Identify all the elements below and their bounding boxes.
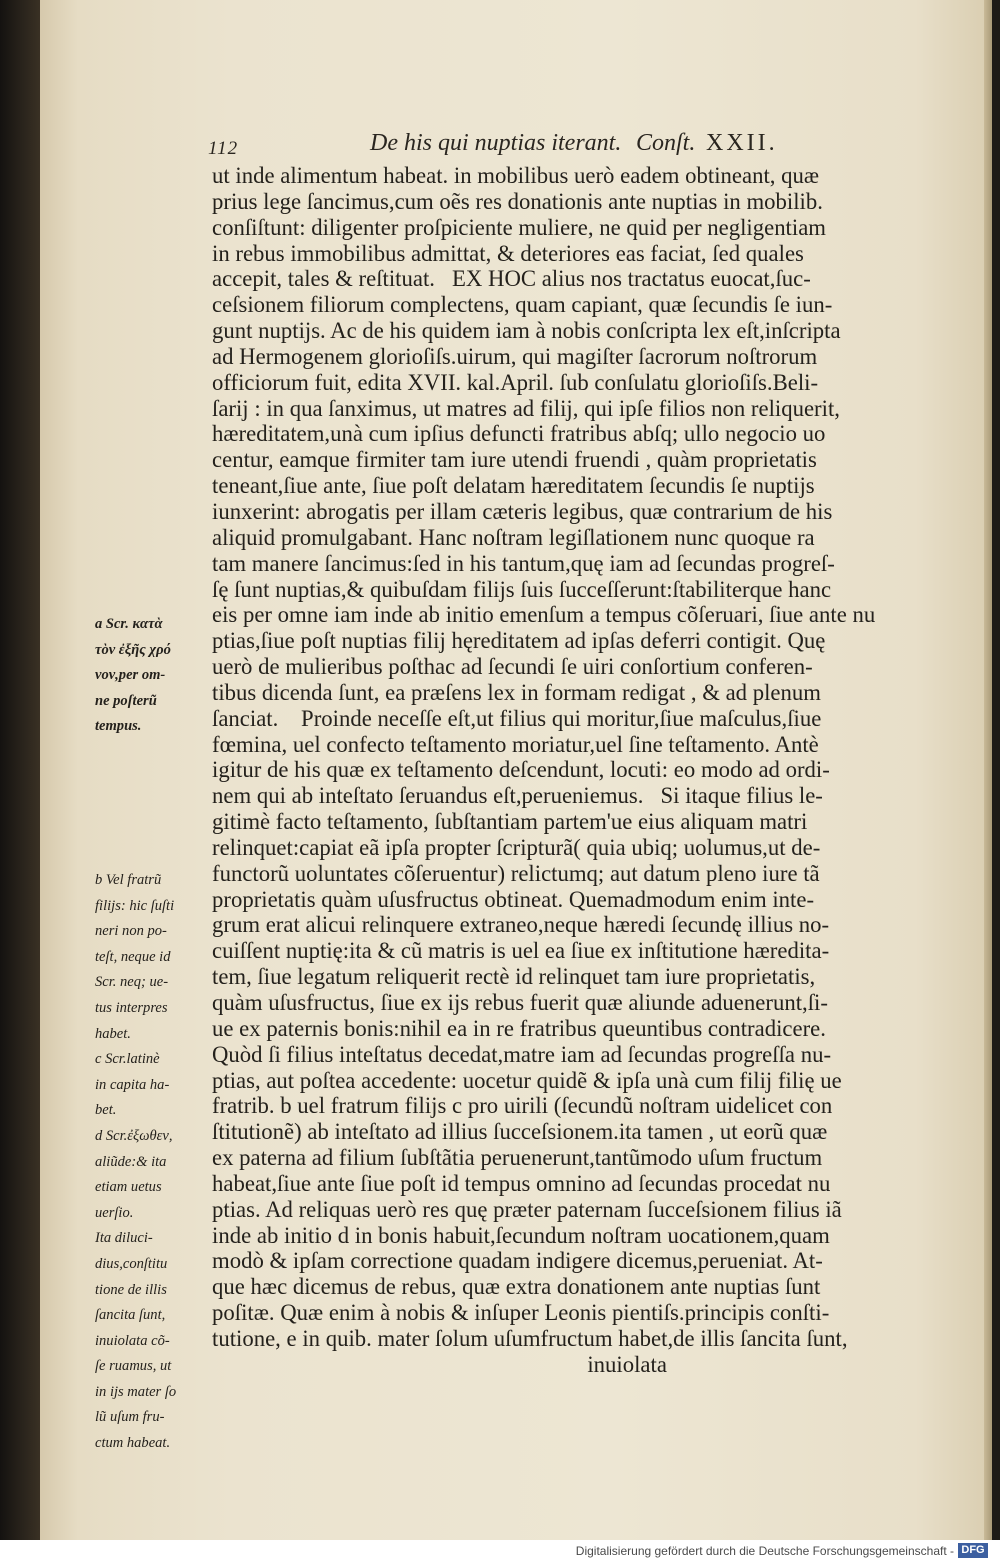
text-line: ue ex paternis bonis:nihil ea in re fratribus queuntibus contradicere. xyxy=(212,1015,826,1041)
marginal-note-line: b Vel fratrũ xyxy=(95,872,162,888)
marginal-note-line: τὸν ἐξῆς χρό xyxy=(95,641,171,658)
dfg-logo: DFG xyxy=(958,1543,988,1558)
marginal-note-line: c Scr.latinè xyxy=(95,1051,160,1068)
footer-credit: Digitalisierung gefördert durch die Deutsche Forschungsgemeinschaft - xyxy=(575,1544,954,1558)
book-spine xyxy=(0,0,42,1540)
text-line: ptias. Ad reliquas uerò res quę præter paternam ſucceſsionem filius iã xyxy=(212,1196,842,1222)
main-text-block xyxy=(212,163,960,1378)
text-line: centur, eamque firmiter tam iure utendi fruendi , quàm proprietatis xyxy=(212,447,817,473)
text-line: tutione, e in quib. mater ſolum uſumfructum habet,de illis ſancita ſunt, xyxy=(212,1325,848,1351)
marginal-note-line: filijs: hic ſuſti xyxy=(95,897,175,914)
text-line: inuiolata xyxy=(212,1351,667,1377)
text-line: fœmina, uel confecto teſtamento moriatur,uel ſine teſtamento. Antè xyxy=(212,731,819,757)
text-line: fratrib. b uel fratrum filijs c pro uirili (ſecundũ noſtram uidelicet con xyxy=(212,1093,833,1119)
text-line: grum erat alicui relinquere extraneo,neque hæredi ſecundę illius no- xyxy=(212,912,830,938)
text-line: tem, ſiue legatum reliquerit rectè id relinquet tam iure proprietatis, xyxy=(212,964,816,990)
text-line: ad Hermogenem glorioſiſs.uirum, qui magiſter ſacrorum noſtrorum xyxy=(212,343,818,369)
marginal-note-line: in capita ha- xyxy=(95,1076,170,1093)
text-line: proprietatis quàm uſusfructus obtineat. Quemadmodum enim inte- xyxy=(212,886,815,912)
text-line: ceſsionem filiorum complectens, quam capiant, quæ ſecundis ſe iun- xyxy=(212,292,833,318)
text-line: ſę ſunt nuptias,& quibuſdam filijs ſuis ſucceſſerunt:ſtabiliterque hanc xyxy=(212,576,832,602)
running-title: De his qui nuptias iterant. xyxy=(370,130,622,156)
text-line: relinquet:capiat eã ipſa propter ſcripturã( quia ubiq; uolumus,ut de- xyxy=(212,834,821,860)
marginal-note-line: tempus. xyxy=(95,718,142,734)
text-line: conſiſtunt: diligenter proſpiciente muliere, ne quid per negligentiam xyxy=(212,214,826,240)
marginal-note-line: neri non po- xyxy=(95,923,167,940)
page-edge xyxy=(984,0,992,1540)
text-line: uerò de mulieribus poſthac ad ſecundi ſe uiri conſortium conferen- xyxy=(212,654,813,680)
marginal-note-line: aliũde:& ita xyxy=(95,1153,167,1170)
section-number: XXII. xyxy=(706,130,778,156)
marginal-note-line: Scr. neq; ue- xyxy=(95,974,169,991)
marginal-note-line: ctum habeat. xyxy=(95,1435,171,1452)
marginal-note-line: a Scr. κατὰ xyxy=(95,616,163,632)
marginal-notes-bottom xyxy=(95,868,223,1457)
text-line: tibus dicenda ſunt, ea præſens lex in formam redigat , & ad plenum xyxy=(212,679,821,705)
text-line: officiorum fuit, edita XVII. kal.April. ſub conſulatu glorioſiſs.Beli- xyxy=(212,369,819,395)
text-line: ſarij : in qua ſanximus, ut matres ad filij, qui ipſe filios non reliquerit, xyxy=(212,395,840,421)
running-header xyxy=(208,130,828,164)
marginal-note-line: in ijs mater ſo xyxy=(95,1383,177,1400)
text-line: ſtitutionẽ) ab inteſtato ad illius ſucceſsionem.ita tamen , ut eorũ quæ xyxy=(212,1119,828,1145)
text-line: modò & ipſam correctione quadam indigere dicemus,perueniat. At- xyxy=(212,1248,823,1274)
text-line: habeat,ſiue ante ſiue poſt id tempus omnino ad ſecundas procedat nu xyxy=(212,1170,831,1196)
text-line: tam manere ſancimus:ſed in his tantum,quę iam ad ſecundas progreſ- xyxy=(212,550,835,576)
text-line: poſitæ. Quæ enim à nobis & inſuper Leonis pientiſs.principis conſti- xyxy=(212,1300,830,1326)
marginal-note-line: Ita diluci- xyxy=(95,1230,153,1247)
text-line: in rebus immobilibus admittat, & deteriores eas faciat, ſed quales xyxy=(212,240,804,266)
page-number: 112 xyxy=(208,138,239,159)
text-line: gitimè facto teſtamento, ſubſtantiam partem'ue eius aliquam matri xyxy=(212,809,808,835)
marginal-note-line: dius,conſtitu xyxy=(95,1255,168,1272)
text-line: aliquid promulgabant. Hanc noſtram legiſlationem nunc quoque ra xyxy=(212,524,815,550)
marginal-note-line: ſancita ſunt, xyxy=(95,1307,166,1324)
text-line: ex paterna ad filium ſubſtãtia peruenerunt,tantũmodo uſum fructum xyxy=(212,1145,823,1171)
marginal-note-line: teſt, neque id xyxy=(95,948,171,965)
marginal-note-line: tione de illis xyxy=(95,1281,167,1298)
text-line: quàm uſusfructus, ſiue ex ijs rebus fuerit quæ aliunde aduenerunt,ſi- xyxy=(212,990,828,1015)
text-line: teneant,ſiue ante, ſiue poſt delatam hæreditatem ſecundis ſe nuptijs xyxy=(212,473,815,499)
marginal-notes-top xyxy=(95,612,223,740)
text-line: functorũ uoluntates cõſeruentur) relictumq; aut datum pleno iure tã xyxy=(212,860,820,886)
section-label: Conſt. xyxy=(636,130,696,156)
text-line: Quòd ſi filius inteſtatus decedat,matre iam ad ſecundas progreſſa nu- xyxy=(212,1041,832,1067)
text-line: inde ab initio d in bonis habuit,ſecundum noſtram uocationem,quam xyxy=(212,1222,830,1248)
text-line: ptias, aut poſtea accedente: uocetur quidẽ & ipſa unà cum filij filię ue xyxy=(212,1067,842,1093)
text-line: prius lege ſancimus,cum oẽs res donationis ante nuptias in mobilib. xyxy=(212,188,823,214)
marginal-note-line: uerſio. xyxy=(95,1204,134,1221)
text-line: cuiſſent nuptię:ita & cũ matris is uel ea ſiue ex inſtitutione hæredita- xyxy=(212,938,830,964)
text-line: nem qui ab inteſtato ſeruandus eſt,perueniemus. Si itaque filius le- xyxy=(212,783,823,809)
marginal-note-line: habet. xyxy=(95,1025,131,1042)
marginal-note-line: inuiolata cõ- xyxy=(95,1332,170,1349)
footer-bar xyxy=(0,1540,1000,1562)
marginal-note-line: lũ uſum fru- xyxy=(95,1409,165,1426)
marginal-note-line: d Scr.ἐξωθεν, xyxy=(95,1127,173,1144)
text-line: hæreditatem,unà cum ipſius defuncti fratribus abſq; ullo negocio uo xyxy=(212,421,826,447)
text-line: ptias,ſiue poſt nuptias filij hęreditatem ad ipſas deferri contigit. Quę xyxy=(212,628,826,654)
text-line: ut inde alimentum habeat. in mobilibus uerò eadem obtineant, quæ xyxy=(212,163,820,188)
text-line: accepit, tales & reſtituat. EX HOC alius nos tractatus euocat,ſuc- xyxy=(212,266,811,292)
marginal-note-line: νον,per om- xyxy=(95,667,166,683)
marginal-note-line: tus interpres xyxy=(95,999,168,1016)
marginal-note-line: etiam uetus xyxy=(95,1179,162,1196)
marginal-note-line: bet. xyxy=(95,1102,117,1119)
marginal-note-line: ne poſterũ xyxy=(95,692,157,709)
text-line: que hæc dicemus de rebus, quæ extra donationem ante nuptias ſunt xyxy=(212,1274,821,1300)
text-line: ſanciat. Proinde neceſſe eſt,ut filius qui moritur,ſiue maſculus,ſiue xyxy=(212,705,822,731)
text-line: eis per omne iam inde ab initio emenſum a tempus cõſeruari, ſiue ante nu xyxy=(212,602,876,628)
text-line: igitur de his quæ ex teſtamento deſcendunt, locuti: eo modo ad ordi- xyxy=(212,757,830,783)
marginal-note-line: ſe ruamus, ut xyxy=(95,1358,172,1375)
text-line: gunt nuptijs. Ac de his quidem iam à nobis conſcripta lex eſt,inſcripta xyxy=(212,318,841,344)
text-line: iunxerint: abrogatis per illam cæteris legibus, quæ contrarium de his xyxy=(212,498,833,524)
